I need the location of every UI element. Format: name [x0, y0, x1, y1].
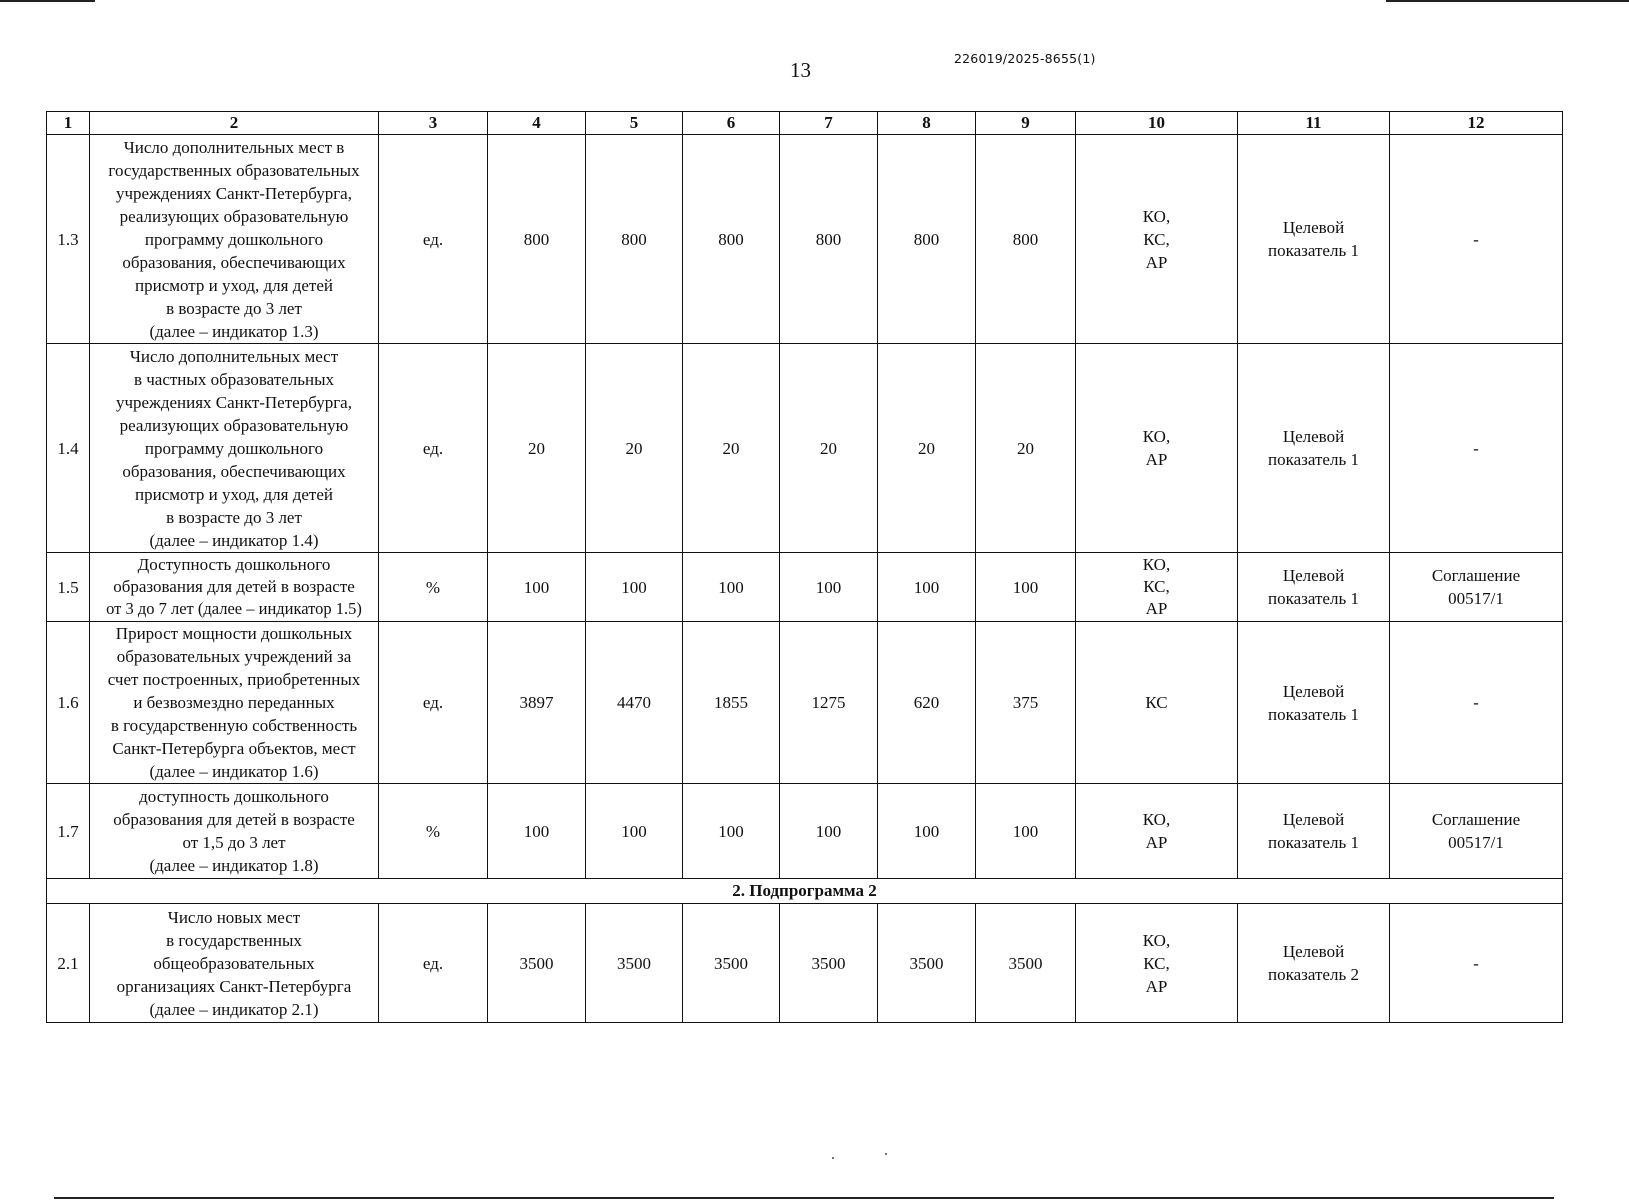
- header-cell: 10: [1076, 112, 1238, 135]
- unit-cell: ед.: [379, 904, 488, 1023]
- value-cell: 3500: [878, 904, 976, 1023]
- header-cell: 6: [683, 112, 780, 135]
- note-cell: -: [1390, 904, 1563, 1023]
- unit-cell: ед.: [379, 344, 488, 553]
- header-cell: 5: [586, 112, 683, 135]
- table-row: [47, 904, 1563, 1023]
- value-cell: 100: [488, 553, 586, 622]
- value-cell: 800: [878, 135, 976, 344]
- value-cell: 800: [488, 135, 586, 344]
- executor-cell: КО, КС, АР: [1076, 135, 1238, 344]
- indicator-name: Доступность дошкольного образования для детей в возрасте от 3 до 7 лет (далее – индикатор 1.5): [90, 553, 379, 622]
- value-cell: 20: [586, 344, 683, 553]
- scan-speck: [885, 1153, 887, 1155]
- table-row: [47, 784, 1563, 879]
- value-cell: 100: [878, 784, 976, 879]
- value-cell: 20: [976, 344, 1076, 553]
- section-row: [47, 879, 1563, 904]
- header-cell: 12: [1390, 112, 1563, 135]
- value-cell: 100: [586, 553, 683, 622]
- header-cell: 1: [47, 112, 90, 135]
- value-cell: 4470: [586, 622, 683, 784]
- note-cell: Соглашение 00517/1: [1390, 784, 1563, 879]
- value-cell: 100: [488, 784, 586, 879]
- note-cell: Соглашение 00517/1: [1390, 553, 1563, 622]
- value-cell: 800: [586, 135, 683, 344]
- target-link-cell: Целевой показатель 1: [1238, 135, 1390, 344]
- note-cell: -: [1390, 622, 1563, 784]
- executor-cell: КС: [1076, 622, 1238, 784]
- note-cell: -: [1390, 135, 1563, 344]
- unit-cell: %: [379, 553, 488, 622]
- unit-cell: ед.: [379, 135, 488, 344]
- row-number: 1.3: [47, 135, 90, 344]
- section-title: 2. Подпрограмма 2: [47, 879, 1563, 904]
- value-cell: 800: [683, 135, 780, 344]
- target-link-cell: Целевой показатель 1: [1238, 553, 1390, 622]
- row-number: 1.6: [47, 622, 90, 784]
- top-edge-line-right: [1386, 0, 1629, 2]
- page-number: 13: [790, 58, 811, 82]
- value-cell: 20: [878, 344, 976, 553]
- value-cell: 800: [976, 135, 1076, 344]
- bottom-edge-line: [54, 1197, 1554, 1199]
- value-cell: 800: [780, 135, 878, 344]
- unit-cell: %: [379, 784, 488, 879]
- table-row: [47, 622, 1563, 784]
- header-cell: 3: [379, 112, 488, 135]
- value-cell: 100: [780, 553, 878, 622]
- header-cell: 8: [878, 112, 976, 135]
- value-cell: 100: [976, 553, 1076, 622]
- unit-cell: ед.: [379, 622, 488, 784]
- value-cell: 3897: [488, 622, 586, 784]
- value-cell: 20: [488, 344, 586, 553]
- value-cell: 1855: [683, 622, 780, 784]
- header-cell: 11: [1238, 112, 1390, 135]
- value-cell: 20: [780, 344, 878, 553]
- target-link-cell: Целевой показатель 1: [1238, 344, 1390, 553]
- value-cell: 3500: [488, 904, 586, 1023]
- indicator-name: Число дополнительных мест в частных образовательных учреждениях Санкт-Петербурга, реализующих образовательную программу дошкольного образования, обеспечивающих присмотр и уход, для детей в возрасте до 3 лет (далее – индикатор 1.4): [90, 344, 379, 553]
- header-row: [47, 112, 1563, 135]
- value-cell: 100: [683, 553, 780, 622]
- indicator-name: Число новых мест в государственных общеобразовательных организациях Санкт-Петербурга (далее – индикатор 2.1): [90, 904, 379, 1023]
- target-link-cell: Целевой показатель 1: [1238, 622, 1390, 784]
- header-cell: 4: [488, 112, 586, 135]
- top-edge-line-left: [0, 0, 95, 2]
- value-cell: 620: [878, 622, 976, 784]
- scan-speck: [832, 1157, 834, 1159]
- value-cell: 100: [586, 784, 683, 879]
- value-cell: 100: [683, 784, 780, 879]
- executor-cell: КО, АР: [1076, 344, 1238, 553]
- indicator-name: Прирост мощности дошкольных образовательных учреждений за счет построенных, приобретенных и безвозмездно переданных в государственную собственность Санкт-Петербурга объектов, мест (далее – индикатор 1.6): [90, 622, 379, 784]
- document-id: 226019/2025-8655(1): [954, 51, 1096, 66]
- executor-cell: КО, КС, АР: [1076, 553, 1238, 622]
- row-number: 1.4: [47, 344, 90, 553]
- header-cell: 7: [780, 112, 878, 135]
- row-number: 2.1: [47, 904, 90, 1023]
- target-link-cell: Целевой показатель 2: [1238, 904, 1390, 1023]
- value-cell: 375: [976, 622, 1076, 784]
- value-cell: 3500: [976, 904, 1076, 1023]
- table-row: [47, 553, 1563, 622]
- row-number: 1.7: [47, 784, 90, 879]
- value-cell: 100: [878, 553, 976, 622]
- indicators-table: [46, 111, 1563, 1023]
- table-row: [47, 344, 1563, 553]
- value-cell: 3500: [780, 904, 878, 1023]
- target-link-cell: Целевой показатель 1: [1238, 784, 1390, 879]
- table-row: [47, 135, 1563, 344]
- header-cell: 2: [90, 112, 379, 135]
- executor-cell: КО, КС, АР: [1076, 904, 1238, 1023]
- value-cell: 1275: [780, 622, 878, 784]
- indicator-name: Число дополнительных мест в государственных образовательных учреждениях Санкт-Петербурга, реализующих образовательную программу дошкольного образования, обеспечивающих присмотр и уход, для детей в возрасте до 3 лет (далее – индикатор 1.3): [90, 135, 379, 344]
- header-cell: 9: [976, 112, 1076, 135]
- value-cell: 20: [683, 344, 780, 553]
- row-number: 1.5: [47, 553, 90, 622]
- value-cell: 3500: [586, 904, 683, 1023]
- executor-cell: КО, АР: [1076, 784, 1238, 879]
- note-cell: -: [1390, 344, 1563, 553]
- value-cell: 3500: [683, 904, 780, 1023]
- value-cell: 100: [780, 784, 878, 879]
- indicator-name: доступность дошкольного образования для детей в возрасте от 1,5 до 3 лет (далее – индикатор 1.8): [90, 784, 379, 879]
- value-cell: 100: [976, 784, 1076, 879]
